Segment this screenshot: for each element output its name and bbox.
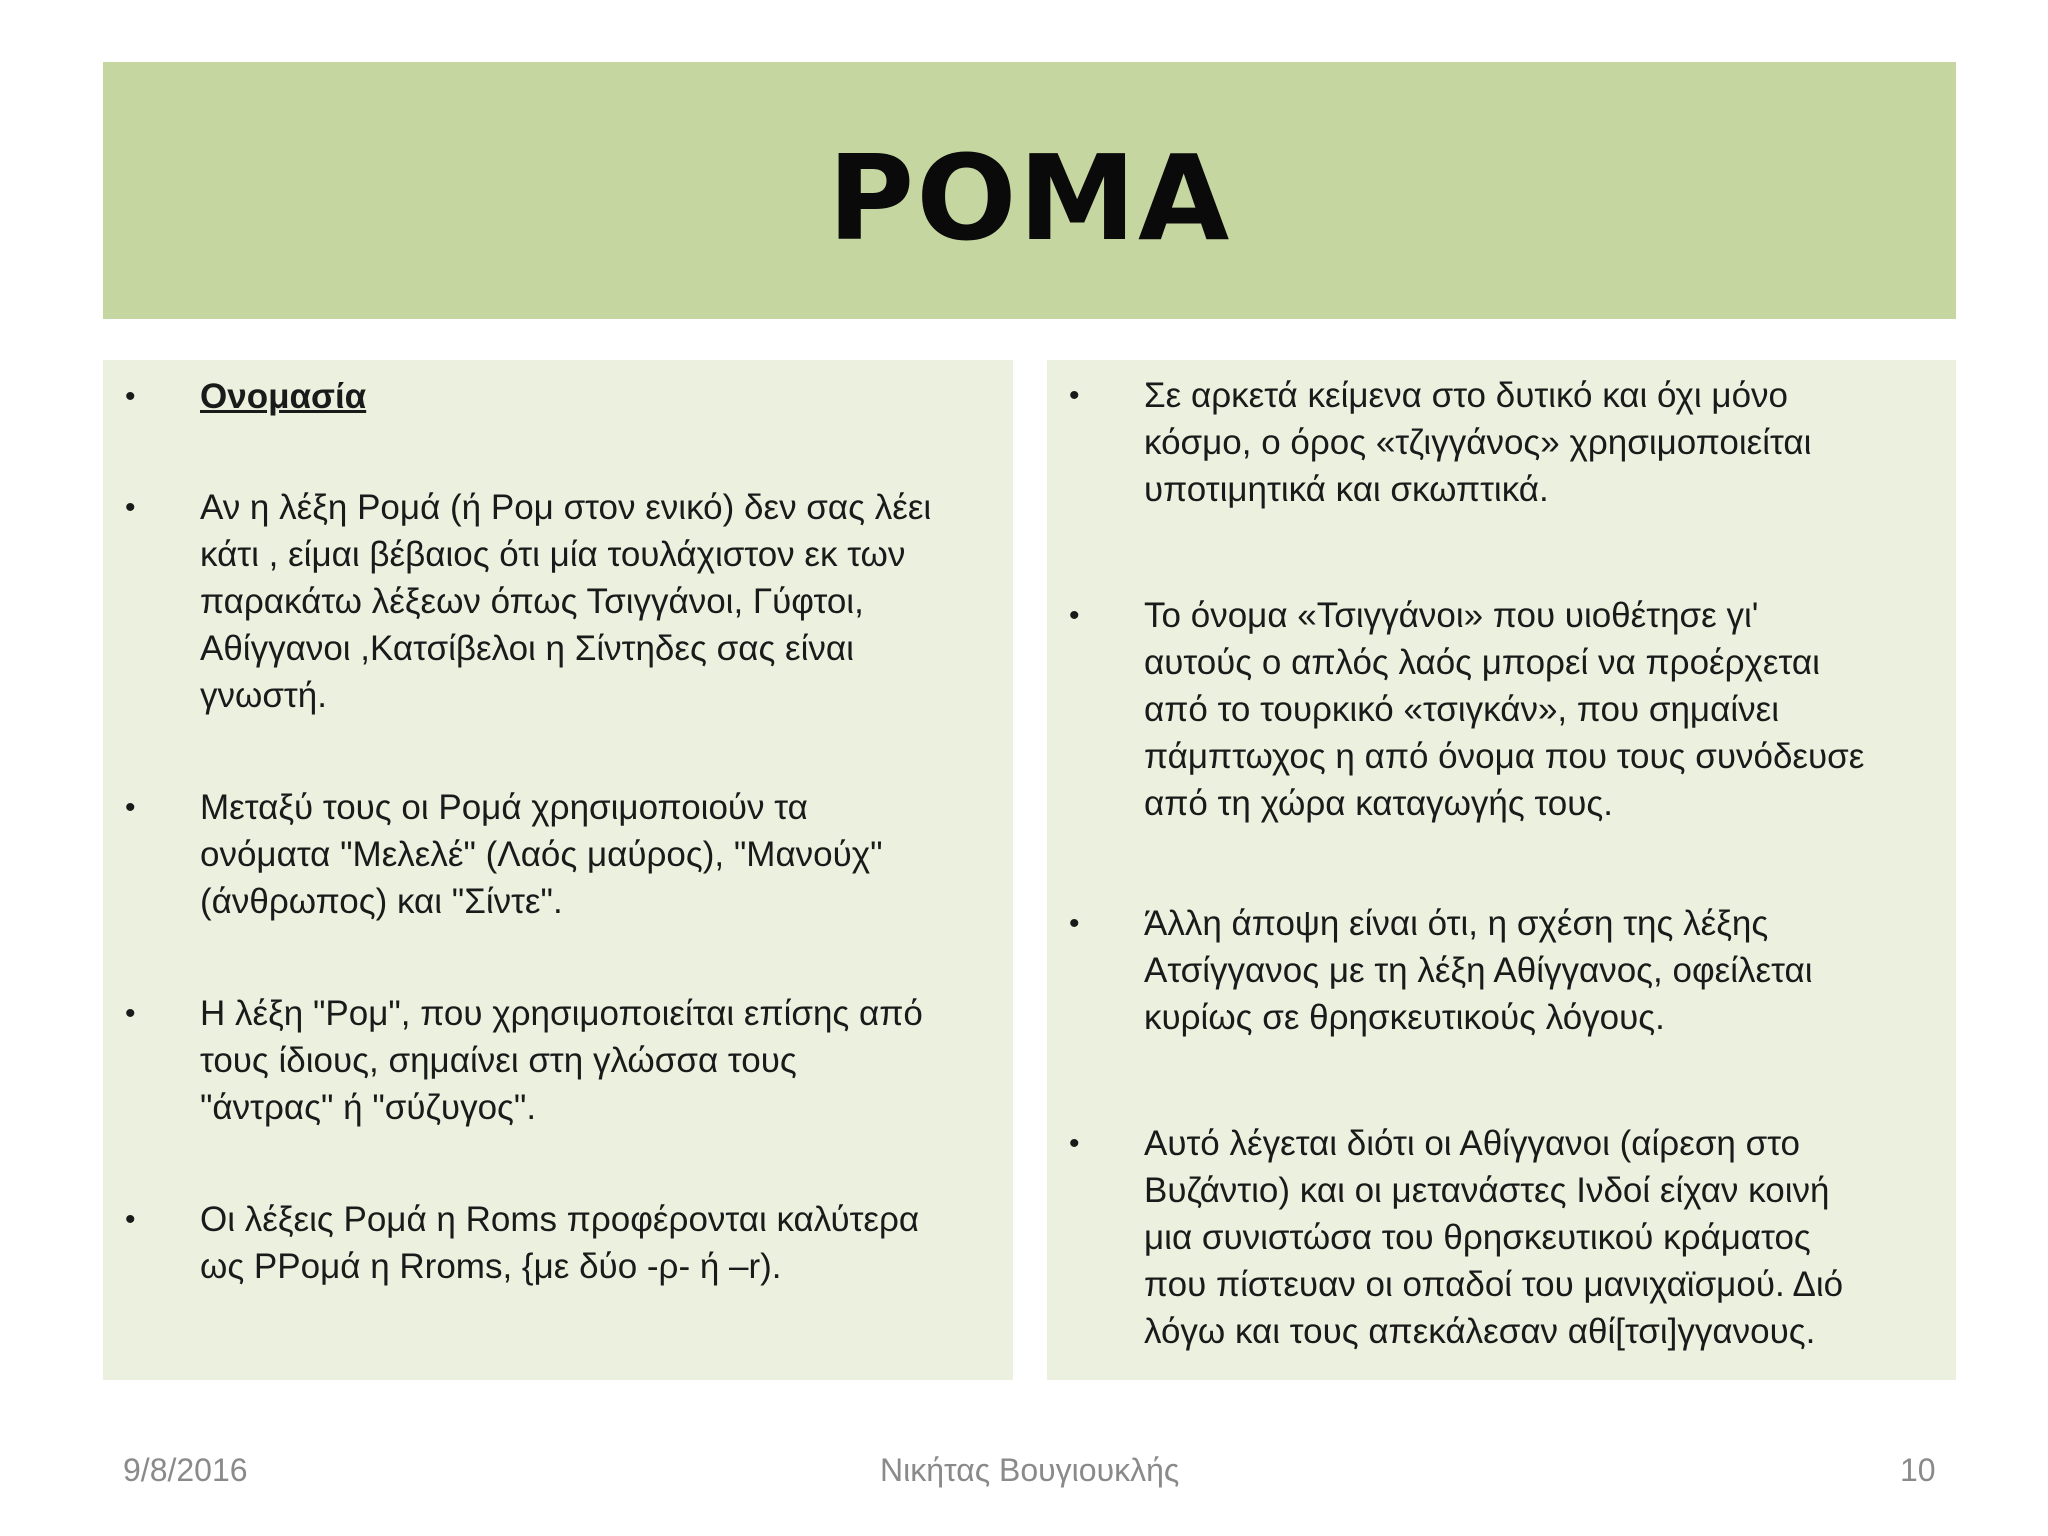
footer-author: Νικήτας Βουγιουκλής [880, 1452, 1180, 1488]
section-heading: Ονομασία [200, 377, 367, 416]
bullet-text: Αν η λέξη Ρομά (ή Ρομ στον ενικό) δεν σας λέει κάτι , είμαι βέβαιος ότι μία τουλάχιστον εκ των παρακάτω λέξεων όπως Τσιγγάνοι, Γύφτοι, Αθίγγανοι ,Κατσίβελοι η Σίντηδες σας είναι γνωστή. [200, 488, 932, 715]
footer-date: 9/8/2016 [123, 1452, 248, 1488]
bullet-icon: • [125, 1203, 136, 1236]
bullet-icon: • [1069, 907, 1080, 940]
slide-title: ΡΟΜΑ [827, 128, 1232, 267]
bullet-icon: • [125, 791, 136, 824]
list-item [1069, 372, 1944, 513]
list-item [125, 484, 1000, 719]
left-content-panel [103, 360, 1013, 1380]
bullet-text: Σε αρκετά κείμενα στο δυτικό και όχι μόνο κόσμο, ο όρος «τζιγγάνος» χρησιμοποιείται υποτιμητικά και σκωπτικά. [1144, 376, 1812, 509]
list-item [1069, 592, 1944, 827]
bullet-icon: • [125, 491, 136, 524]
bullet-icon: • [1069, 379, 1080, 412]
bullet-icon: • [125, 380, 136, 413]
footer-page-number: 10 [1900, 1452, 1936, 1488]
bullet-text: Άλλη άποψη είναι ότι, η σχέση της λέξης Ατσίγγανος με τη λέξη Αθίγγανος, οφείλεται κυρίως σε θρησκευτικούς λόγους. [1144, 904, 1813, 1037]
list-item [1069, 900, 1944, 1041]
list-item [125, 784, 1000, 925]
bullet-text: Η λέξη "Ρομ", που χρησιμοποιείται επίσης από τους ίδιους, σημαίνει στη γλώσσα τους "άντρας" ή "σύζυγος". [200, 994, 923, 1127]
bullet-text: Μεταξύ τους οι Ρομά χρησιμοποιούν τα ονόματα "Μελελέ" (Λαός μαύρος), "Μανούχ" (άνθρωπος) και "Σίντε". [200, 788, 883, 921]
list-item [1069, 1120, 1944, 1355]
bullet-icon: • [125, 997, 136, 1030]
list-item [125, 1196, 1000, 1290]
list-item [125, 990, 1000, 1131]
bullet-text: Οι λέξεις Ρομά η Roms προφέρονται καλύτερα ως PΡομά η Rroms, {με δύο -ρ- ή –r). [200, 1200, 920, 1286]
right-content-panel [1047, 360, 1956, 1380]
bullet-text: Το όνομα «Τσιγγάνοι» που υιοθέτησε γι' αυτούς ο απλός λαός μπορεί να προέρχεται από το τουρκικό «τσιγκάν», που σημαίνει πάμπτωχος η από όνομα που τους συνόδευσε από τη χώρα καταγωγής τους. [1144, 596, 1865, 823]
title-bar [103, 62, 1956, 319]
bullet-icon: • [1069, 599, 1080, 632]
bullet-text: Αυτό λέγεται διότι οι Αθίγγανοι (αίρεση στο Βυζάντιο) και οι μετανάστες Ινδοί είχαν κοινή μια συνιστώσα του θρησκευτικού κράματος που πίστευαν οι οπαδοί του μανιχαϊσμού. Διό λόγω και τους απεκάλεσαν αθί[τσι]γγανους. [1144, 1124, 1844, 1351]
list-item-heading [125, 373, 1000, 420]
bullet-icon: • [1069, 1127, 1080, 1160]
